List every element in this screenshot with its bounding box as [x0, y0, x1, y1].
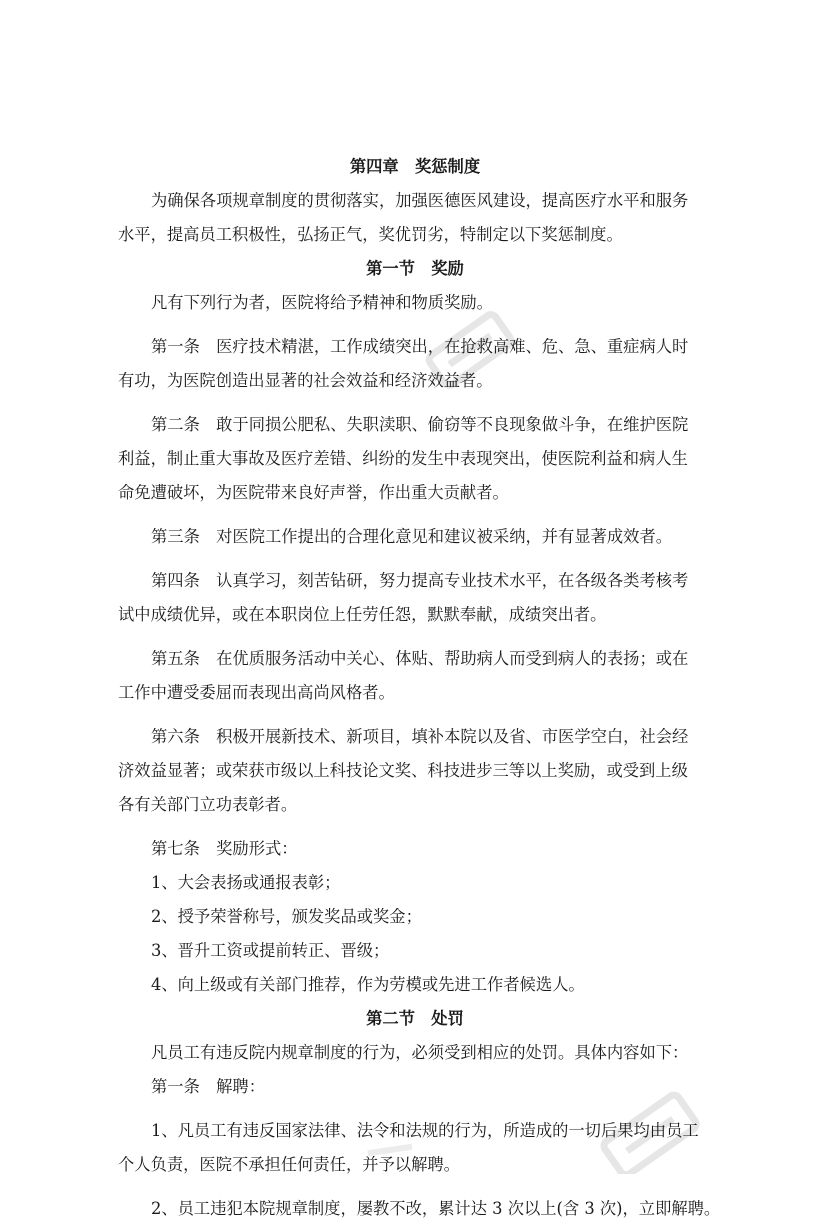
penalty-item-1: 1、凡员工有违反国家法律、法令和法规的行为，所造成的一切后果均由员工: [151, 1121, 699, 1140]
reward-form-item: 1、大会表扬或通报表彰；: [151, 873, 341, 892]
penalties-intro: 凡员工有违反院内规章制度的行为，必须受到相应的处罚。具体内容如下：: [151, 1043, 689, 1062]
reward-article-4-cont: 试中成绩优异，或在本职岗位上任劳任怨，默默奉献，成绩突出者。: [118, 605, 607, 624]
reward-article-6-cont: 各有关部门立功表彰者。: [118, 795, 298, 814]
intro-line: 水平，提高员工积极性，弘扬正气，奖优罚劣，特制定以下奖惩制度。: [118, 225, 623, 244]
reward-article-7: 第七条 奖励形式：: [151, 839, 298, 858]
section-title-rewards: 第一节 奖励: [366, 259, 464, 278]
reward-article-4: 第四条 认真学习，刻苦钻研，努力提高专业技术水平，在各级各类考核考: [151, 571, 689, 590]
document-body: [118, 150, 721, 1226]
reward-article-6-cont: 济效益显著；或荣获市级以上科技论文奖、科技进步三等以上奖励，或受到上级: [118, 761, 688, 780]
reward-article-5: 第五条 在优质服务活动中关心、体贴、帮助病人而受到病人的表扬；或在: [151, 649, 689, 668]
chapter-title: 第四章 奖惩制度: [349, 157, 481, 176]
penalty-item-2: 2、员工违犯本院规章制度，屡教不改，累计达 3 次以上(含 3 次)，立即解聘。: [151, 1199, 721, 1218]
reward-form-item: 2、授予荣誉称号，颁发奖品或奖金；: [151, 907, 422, 926]
reward-form-item: 4、向上级或有关部门推荐，作为劳模或先进工作者候选人。: [151, 975, 585, 994]
intro-line: 为确保各项规章制度的贯彻落实，加强医德医风建设，提高医疗水平和服务: [151, 191, 689, 210]
penalty-article-1: 第一条 解聘：: [151, 1077, 265, 1096]
reward-article-3: 第三条 对医院工作提出的合理化意见和建议被采纳，并有显著成效者。: [151, 527, 673, 546]
reward-article-5-cont: 工作中遭受委屈而表现出高尚风格者。: [118, 683, 395, 702]
reward-article-2-cont: 利益，制止重大事故及医疗差错、纠纷的发生中表现突出，使医院利益和病人生: [118, 449, 688, 468]
reward-article-2-cont: 命免遭破坏，为医院带来良好声誉，作出重大贡献者。: [118, 483, 509, 502]
section-title-penalties: 第二节 处罚: [366, 1009, 464, 1028]
reward-form-item: 3、晋升工资或提前转正、晋级；: [151, 941, 390, 960]
reward-article-1-cont: 有功，为医院创造出显著的社会效益和经济效益者。: [118, 371, 493, 390]
reward-article-6: 第六条 积极开展新技术、新项目，填补本院以及省、市医学空白，社会经: [151, 727, 689, 746]
reward-article-2: 第二条 敢于同损公肥私、失职渎职、偷窃等不良现象做斗争，在维护医院: [151, 415, 689, 434]
penalty-item-1-cont: 个人负责，医院不承担任何责任，并予以解聘。: [118, 1155, 460, 1174]
reward-article-1: 第一条 医疗技术精湛，工作成绩突出，在抢救高难、危、急、重症病人时: [151, 337, 689, 356]
rewards-intro: 凡有下列行为者，医院将给予精神和物质奖励。: [151, 293, 493, 312]
